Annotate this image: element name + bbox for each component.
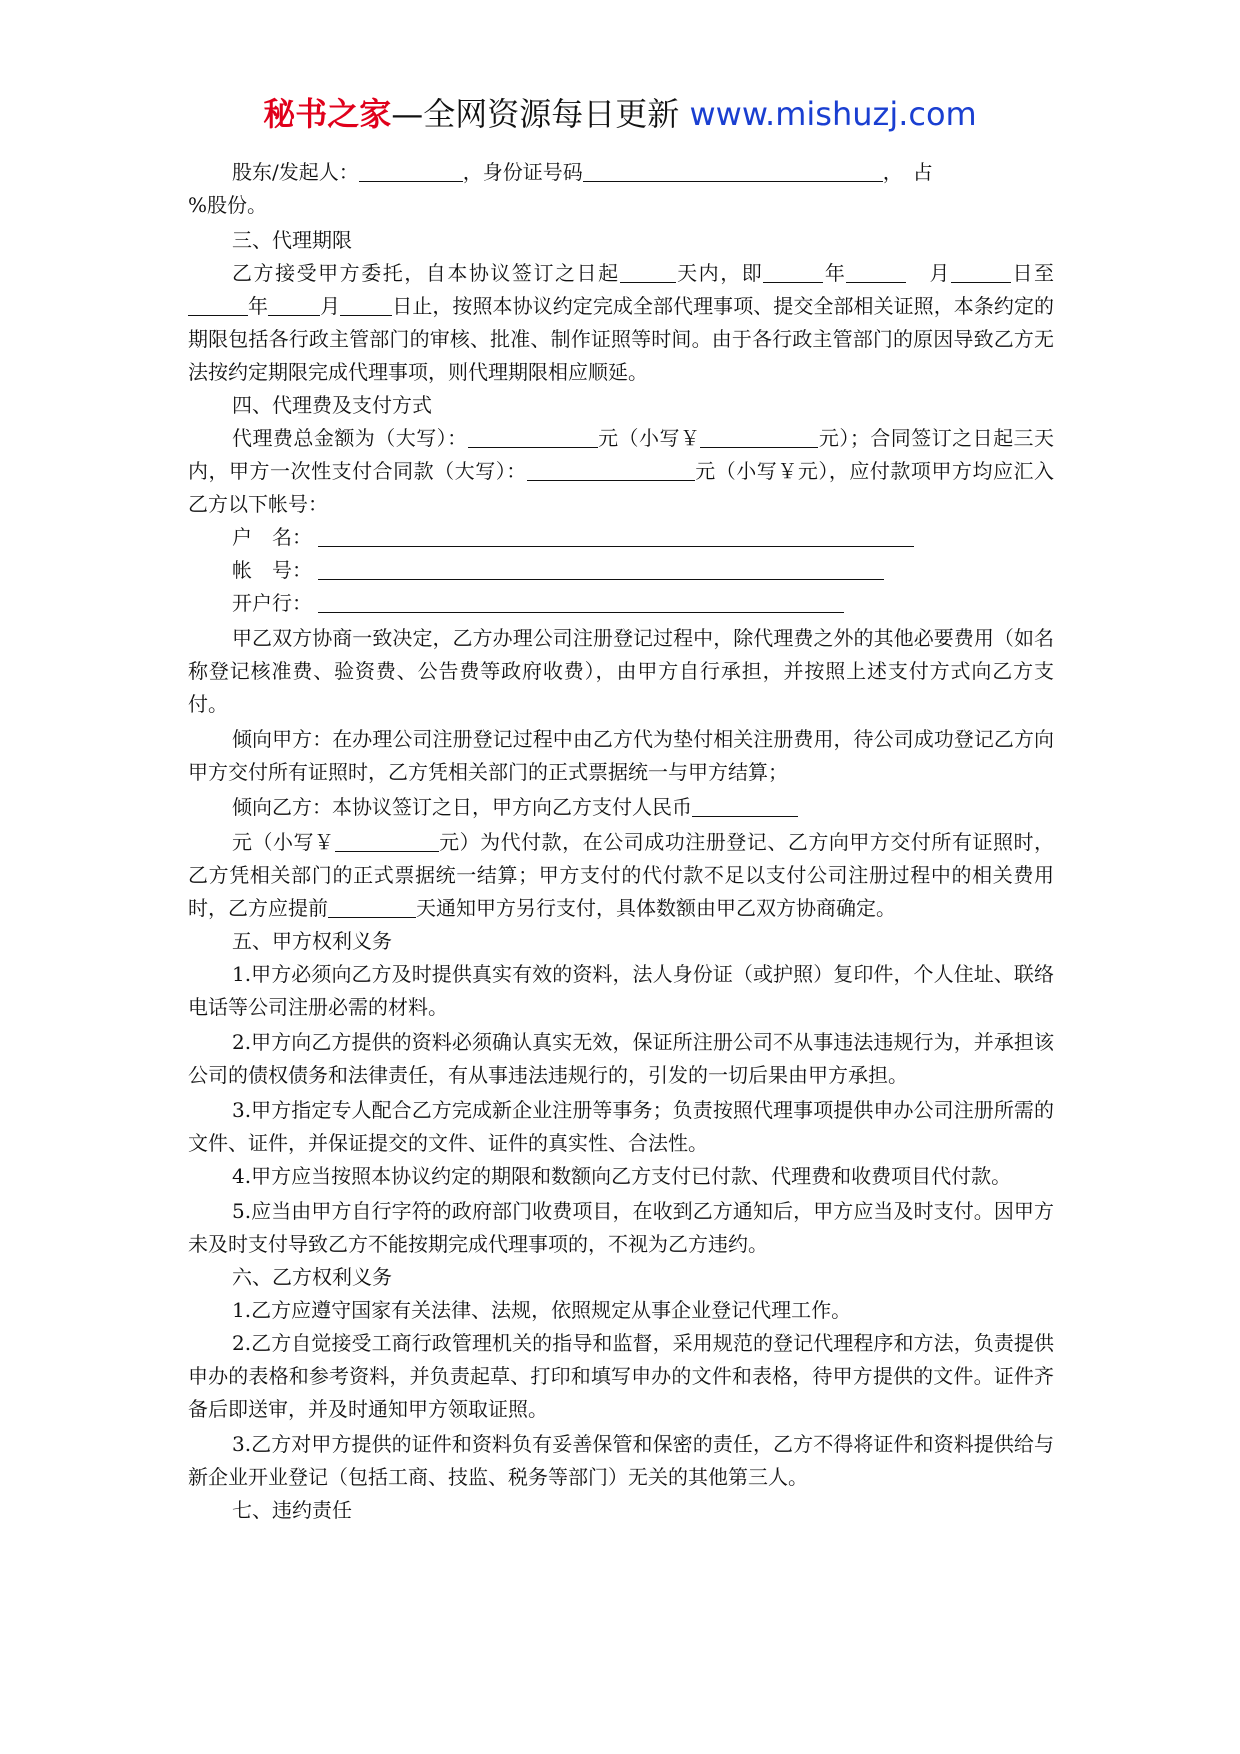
- banner-tagline: —全网资源每日更新: [391, 95, 680, 133]
- account-name-line: [188, 521, 1054, 554]
- fee-paragraph: [188, 422, 1054, 521]
- text-run: 元（小写￥: [232, 830, 335, 854]
- text-run: 月: [929, 261, 951, 285]
- section-5-item: 5.应当由甲方自行字符的政府部门收费项目，在收到乙方通知后，甲方应当及时支付。因甲方未及时支付导致乙方不能按期完成代理事项的，不视为乙方违约。: [188, 1199, 1054, 1256]
- notice-days-blank[interactable]: [328, 897, 416, 918]
- section-3-title: 三、代理期限: [232, 228, 352, 252]
- end-month-blank[interactable]: [268, 295, 320, 316]
- account-name-label: 户 名：: [232, 525, 312, 549]
- prepayment-lowercase-blank[interactable]: [335, 831, 439, 852]
- id-number-blank[interactable]: [583, 161, 883, 182]
- section-6-item: 1.乙方应遵守国家有关法律、法规，依照规定从事企业登记代理工作。: [232, 1298, 852, 1322]
- account-number-label: 帐 号：: [232, 558, 312, 582]
- days-blank[interactable]: [620, 262, 676, 283]
- shareholder-label: 股东/发起人：: [232, 160, 359, 184]
- account-name-blank[interactable]: [318, 526, 914, 547]
- section-5-title: 五、甲方权利义务: [232, 929, 392, 953]
- bank-blank[interactable]: [318, 592, 844, 613]
- contract-body: [188, 156, 1054, 1527]
- text-run: 天通知甲方另行支付，具体数额由甲乙双方协商确定。: [416, 896, 896, 920]
- bank-line: [188, 587, 1054, 620]
- text-run: 倾向乙方：本协议签订之日，甲方向乙方支付人民币: [232, 795, 692, 819]
- other-fees-paragraph: 甲乙双方协商一致决定，乙方办理公司注册登记过程中，除代理费之外的其他必要费用（如名称登记核准费、验资费、公告费等政府收费），由甲方自行承担，并按照上述支付方式向乙方支付。: [188, 626, 1054, 716]
- text-run: 元）为代付款，在公司成功注册登记、乙方向甲方交付所有证照时，乙方凭相关部门的正式票据统一结算；甲方支付的代付款不足以支付公司注册过程中的相关费用时，乙方应提前: [188, 830, 1055, 920]
- share-label: ， 占: [882, 160, 933, 184]
- section-5-item: 1.甲方必须向乙方及时提供真实有效的资料，法人身份证（或护照）复印件，个人住址、联络电话等公司注册必需的材料。: [188, 962, 1054, 1019]
- text-run: 日止，按照本协议约定完成全部代理事项、提交全部相关证照，本条约定的期限包括各行政主管部门的审核、批准、制作证照等时间。由于各行政主管部门的原因导致乙方无法按约定期限完成代理事项，则代理期限相应顺延。: [188, 294, 1055, 384]
- text-run: 月: [320, 294, 341, 318]
- site-banner: [0, 95, 1240, 133]
- start-day-blank[interactable]: [951, 262, 1011, 283]
- shareholder-line: [188, 156, 1054, 222]
- text-run: 年: [823, 261, 847, 285]
- section-6-title: 六、乙方权利义务: [232, 1265, 392, 1289]
- end-day-blank[interactable]: [340, 295, 392, 316]
- text-run: 元）；合同签订之日起三天内，甲方一次性支付合同款（大写）：: [188, 426, 1055, 483]
- text-run: 元（小写￥: [597, 426, 701, 450]
- payment-uppercase-blank[interactable]: [527, 460, 695, 481]
- text-run: 天内，即: [675, 261, 764, 285]
- text-run: 乙方接受甲方委托，自本协议签订之日起: [232, 261, 620, 285]
- share-percent-label: %股份。: [188, 193, 268, 217]
- section-5-item: 3.甲方指定专人配合乙方完成新企业注册等事务；负责按照代理事项提供申办公司注册所需的文件、证件，并保证提交的文件、证件的真实性、合法性。: [188, 1098, 1054, 1155]
- text-run: 元），应付款项甲方均应汇入乙方以下帐号：: [188, 459, 1055, 516]
- prepayment-blank[interactable]: [692, 796, 798, 817]
- option-a-paragraph: 倾向甲方：在办理公司注册登记过程中由乙方代为垫付相关注册费用，待公司成功登记乙方向甲方交付所有证照时，乙方凭相关部门的正式票据统一与甲方结算；: [188, 727, 1054, 784]
- bank-label: 开户行：: [232, 591, 312, 615]
- section-4-title: 四、代理费及支付方式: [232, 393, 432, 417]
- section-3-text: [188, 257, 1054, 389]
- text-run: 元（小写￥: [694, 459, 798, 483]
- text-run: 年: [248, 294, 269, 318]
- option-b-paragraph: [188, 791, 1054, 824]
- section-6-item: 3.乙方对甲方提供的证件和资料负有妥善保管和保密的责任，乙方不得将证件和资料提供给与新企业开业登记（包括工商、技监、税务等部门）无关的其他第三人。: [188, 1432, 1054, 1489]
- fee-lowercase-blank[interactable]: [700, 427, 818, 448]
- id-number-label: ，身份证号码: [462, 160, 583, 184]
- end-year-blank[interactable]: [188, 295, 248, 316]
- fee-uppercase-blank[interactable]: [468, 427, 598, 448]
- option-b-continued: [188, 826, 1054, 925]
- start-year-blank[interactable]: [763, 262, 823, 283]
- section-5-item: 2.甲方向乙方提供的资料必须确认真实无效，保证所注册公司不从事违法违规行为，并承担该公司的债权债务和法律责任，有从事违法违规行的，引发的一切后果由甲方承担。: [188, 1030, 1054, 1087]
- shareholder-name-blank[interactable]: [359, 161, 463, 182]
- account-number-line: [188, 554, 1054, 587]
- account-number-blank[interactable]: [318, 559, 884, 580]
- banner-brand: 秘书之家: [263, 95, 392, 133]
- text-run: 代理费总金额为（大写）：: [232, 426, 468, 450]
- text-run: 日至: [1010, 261, 1055, 285]
- section-6-item: 2.乙方自觉接受工商行政管理机关的指导和监督，采用规范的登记代理程序和方法，负责提供申办的表格和参考资料，并负责起草、打印和填写申办的文件和表格，待甲方提供的文件。证件齐备后即送审，并及时通知甲方领取证照。: [188, 1331, 1054, 1421]
- section-7-title: 七、违约责任: [232, 1498, 352, 1522]
- banner-url-link[interactable]: www.mishuzj.com: [689, 95, 977, 133]
- section-5-item: 4.甲方应当按照本协议约定的期限和数额向乙方支付已付款、代理费和收费项目代付款。: [232, 1164, 1012, 1188]
- start-month-blank[interactable]: [846, 262, 906, 283]
